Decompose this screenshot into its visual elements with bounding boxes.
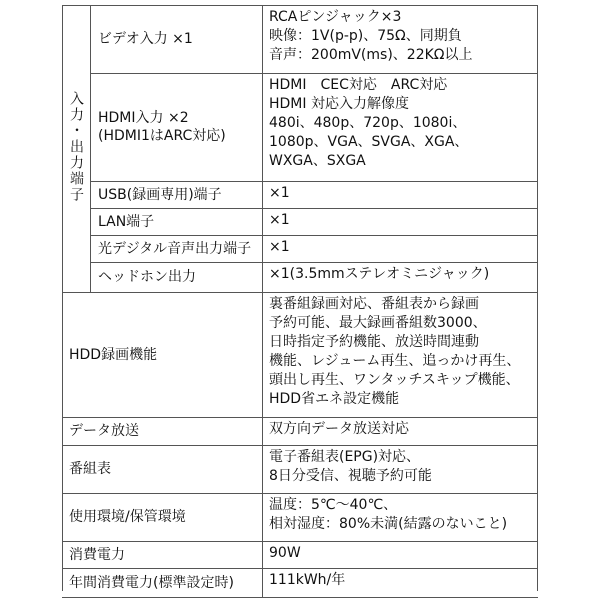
row-value-line: 頭出し再生、ワンタッチスキップ機能、 bbox=[269, 372, 520, 388]
row-label-line: 年間消費電力(標準設定時) bbox=[69, 574, 234, 591]
io-row-label-line: ヘッドホン出力 bbox=[98, 269, 196, 285]
row-label bbox=[69, 574, 234, 592]
label-value-divider bbox=[262, 417, 263, 445]
io-row-value bbox=[269, 238, 290, 257]
row-value bbox=[269, 571, 345, 590]
io-group-header bbox=[62, 5, 90, 289]
row-value-line: 裏番組録画対応、番組表から録画 bbox=[269, 296, 479, 312]
row-label bbox=[69, 546, 125, 564]
label-value-divider bbox=[262, 5, 263, 292]
io-row-value-line: 映像：1V(p-p)、75Ω、同期負 bbox=[269, 28, 462, 44]
io-row-value bbox=[269, 184, 290, 203]
io-row-label bbox=[98, 109, 226, 145]
row-value-line: 90W bbox=[269, 545, 301, 561]
row-divider bbox=[62, 292, 538, 293]
row-divider bbox=[62, 445, 538, 446]
label-value-divider bbox=[262, 292, 263, 417]
io-row-label bbox=[98, 186, 222, 204]
row-value-line: 温度：5℃〜40℃、 bbox=[269, 497, 398, 513]
row-label bbox=[69, 508, 186, 526]
io-row-label bbox=[98, 30, 193, 48]
row-value-line: 予約可能、最大録画番組数3000、 bbox=[269, 315, 487, 331]
io-row-value bbox=[269, 211, 290, 230]
io-row-value-line: ×1 bbox=[269, 185, 290, 201]
io-row-label-line: HDMI入力 ×2 bbox=[98, 110, 189, 126]
row-value-line: 8日分受信、視聴予約可能 bbox=[269, 468, 432, 484]
row-divider bbox=[62, 417, 538, 418]
row-value-line: 111kWh/年 bbox=[269, 572, 346, 588]
io-row-value-line: ×1(3.5mmステレオミニジャック) bbox=[269, 266, 490, 282]
io-row-label bbox=[98, 213, 154, 231]
io-group-label: 入力・出力端子 bbox=[68, 91, 84, 203]
label-value-divider bbox=[262, 568, 263, 597]
row-value bbox=[269, 544, 301, 563]
row-value-line: 相対湿度：80%未満(結露のないこと) bbox=[269, 516, 508, 532]
io-row-label-line: USB(録画専用)端子 bbox=[98, 186, 222, 203]
io-row-value bbox=[269, 8, 473, 65]
row-value-line: 日時指定予約機能、放送時間連動 bbox=[269, 334, 479, 350]
row-label-line: 番組表 bbox=[69, 461, 111, 477]
row-value bbox=[269, 496, 507, 534]
row-label-line: 使用環境/保管環境 bbox=[69, 509, 186, 525]
io-row-value bbox=[269, 265, 489, 284]
row-divider bbox=[90, 235, 538, 236]
row-divider bbox=[90, 181, 538, 182]
io-row-label bbox=[98, 268, 196, 286]
io-row-value-line: HDMI 対応入力解像度 bbox=[269, 96, 409, 112]
row-label-line: データ放送 bbox=[69, 423, 139, 439]
io-row-value-line: 1080p、VGA、SVGA、XGA、 bbox=[269, 134, 469, 150]
row-value bbox=[269, 295, 520, 409]
io-row-value-line: 480i、480p、720p、1080i、 bbox=[269, 115, 467, 131]
io-row-label bbox=[98, 240, 251, 258]
io-row-value-line: HDMI CEC対応 ARC対応 bbox=[269, 77, 448, 93]
row-value-line: 電子番組表(EPG)対応、 bbox=[269, 449, 421, 465]
io-row-value-line: 音声：200mV(ms)、22KΩ以上 bbox=[269, 47, 473, 63]
io-row-value-line: RCAピンジャック×3 bbox=[269, 9, 402, 25]
io-row-value-line: ×1 bbox=[269, 212, 290, 228]
table-top-border bbox=[62, 5, 538, 6]
row-divider bbox=[62, 568, 538, 569]
row-divider bbox=[90, 208, 538, 209]
row-label bbox=[69, 460, 111, 478]
row-label bbox=[69, 346, 157, 364]
io-row-label-line: LAN端子 bbox=[98, 213, 155, 230]
label-value-divider bbox=[262, 493, 263, 541]
row-divider bbox=[62, 541, 538, 542]
row-divider bbox=[62, 493, 538, 494]
row-divider bbox=[90, 262, 538, 263]
label-value-divider bbox=[262, 445, 263, 493]
table-bottom-border bbox=[62, 597, 538, 598]
row-divider bbox=[90, 73, 538, 74]
io-row-value-line: ×1 bbox=[269, 239, 290, 255]
io-row-label-line: (HDMI1はARC対応) bbox=[98, 128, 226, 144]
row-value bbox=[269, 420, 409, 439]
io-group-divider bbox=[90, 5, 91, 292]
row-value bbox=[269, 448, 432, 486]
io-row-value bbox=[269, 76, 468, 171]
label-value-divider bbox=[262, 541, 263, 568]
row-label bbox=[69, 422, 139, 440]
io-row-label-line: 光デジタル音声出力端子 bbox=[98, 240, 252, 257]
row-value-line: 機能、レジューム再生、追っかけ再生、 bbox=[269, 353, 521, 369]
io-row-label-line: ビデオ入力 ×1 bbox=[98, 31, 193, 47]
row-value-line: HDD省エネ設定機能 bbox=[269, 391, 400, 407]
row-label-line: HDD録画機能 bbox=[69, 346, 158, 363]
row-value-line: 双方向データ放送対応 bbox=[269, 421, 409, 437]
row-label-line: 消費電力 bbox=[69, 546, 125, 563]
io-row-value-line: WXGA、SXGA bbox=[269, 153, 366, 169]
